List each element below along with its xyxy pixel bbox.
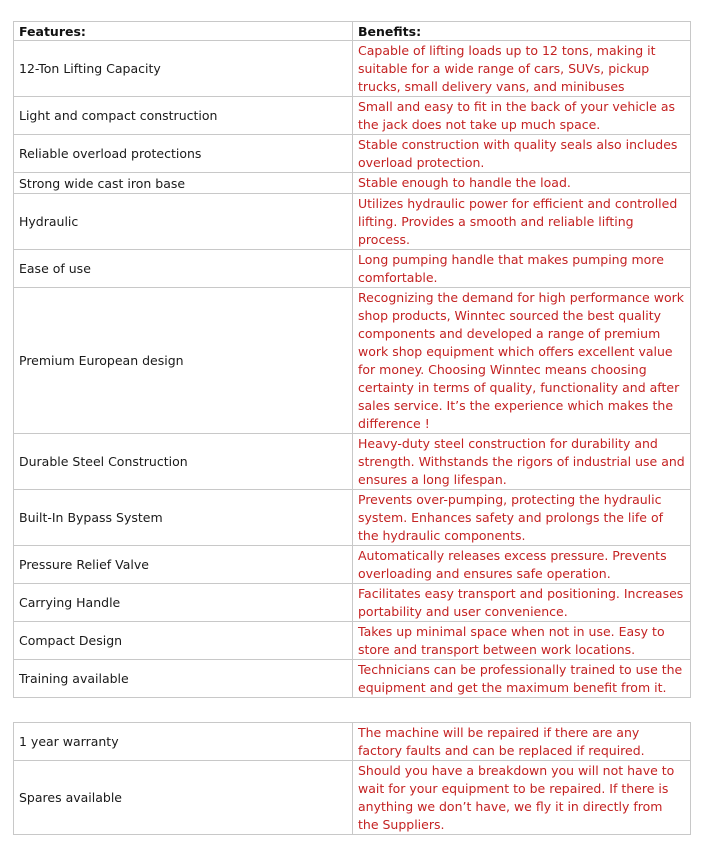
feature-cell: 1 year warranty <box>14 723 353 761</box>
benefit-cell: Recognizing the demand for high performance work shop products, Winntec sourced the best quality components and developed a range of premium work shop equipment which offers excellent value for money. Choosing Winntec means choosing certainty in terms of quality, functionality and after sales service. It’s the experience which makes the difference ! <box>353 288 691 434</box>
benefit-cell: Takes up minimal space when not in use. Easy to store and transport between work locations. <box>353 622 691 660</box>
feature-cell: Durable Steel Construction <box>14 434 353 490</box>
benefit-cell: Utilizes hydraulic power for efficient and controlled lifting. Provides a smooth and reliable lifting process. <box>353 194 691 250</box>
table-row <box>14 660 691 698</box>
table-row <box>14 288 691 434</box>
header-row <box>14 22 691 41</box>
benefit-cell: Capable of lifting loads up to 12 tons, making it suitable for a wide range of cars, SUVs, pickup trucks, small delivery vans, and minibuses <box>353 41 691 97</box>
table-row <box>14 622 691 660</box>
benefit-cell: The machine will be repaired if there are any factory faults and can be replaced if required. <box>353 723 691 761</box>
table-row <box>14 761 691 835</box>
benefit-cell: Stable construction with quality seals also includes overload protection. <box>353 135 691 173</box>
feature-cell: Pressure Relief Valve <box>14 546 353 584</box>
feature-cell: Reliable overload protections <box>14 135 353 173</box>
table-row <box>14 194 691 250</box>
table-row <box>14 135 691 173</box>
benefit-cell: Stable enough to handle the load. <box>353 173 691 194</box>
feature-cell: Premium European design <box>14 288 353 434</box>
table-row <box>14 250 691 288</box>
feature-cell: Carrying Handle <box>14 584 353 622</box>
feature-cell: 12-Ton Lifting Capacity <box>14 41 353 97</box>
table-row <box>14 490 691 546</box>
feature-cell: Built-In Bypass System <box>14 490 353 546</box>
warranty-spares-table <box>13 722 691 835</box>
benefit-cell: Prevents over-pumping, protecting the hydraulic system. Enhances safety and prolongs the life of the hydraulic components. <box>353 490 691 546</box>
features-table <box>13 21 691 698</box>
table-row <box>14 97 691 135</box>
benefits-header: Benefits: <box>353 22 691 41</box>
benefit-cell: Heavy-duty steel construction for durability and strength. Withstands the rigors of industrial use and ensures a long lifespan. <box>353 434 691 490</box>
feature-cell: Training available <box>14 660 353 698</box>
table-row <box>14 173 691 194</box>
feature-cell: Ease of use <box>14 250 353 288</box>
benefit-cell: Should you have a breakdown you will not have to wait for your equipment to be repaired. If there is anything we don’t have, we fly it in directly from the Suppliers. <box>353 761 691 835</box>
feature-cell: Light and compact construction <box>14 97 353 135</box>
benefit-cell: Small and easy to fit in the back of your vehicle as the jack does not take up much space. <box>353 97 691 135</box>
feature-cell: Spares available <box>14 761 353 835</box>
table-row <box>14 546 691 584</box>
table-row <box>14 584 691 622</box>
benefit-cell: Long pumping handle that makes pumping more comfortable. <box>353 250 691 288</box>
table-row <box>14 41 691 97</box>
feature-cell: Compact Design <box>14 622 353 660</box>
features-header: Features: <box>14 22 353 41</box>
benefit-cell: Technicians can be professionally trained to use the equipment and get the maximum benefit from it. <box>353 660 691 698</box>
benefit-cell: Automatically releases excess pressure. Prevents overloading and ensures safe operation. <box>353 546 691 584</box>
benefit-cell: Facilitates easy transport and positioning. Increases portability and user convenience. <box>353 584 691 622</box>
table-row <box>14 723 691 761</box>
table-row <box>14 434 691 490</box>
feature-cell: Strong wide cast iron base <box>14 173 353 194</box>
feature-cell: Hydraulic <box>14 194 353 250</box>
